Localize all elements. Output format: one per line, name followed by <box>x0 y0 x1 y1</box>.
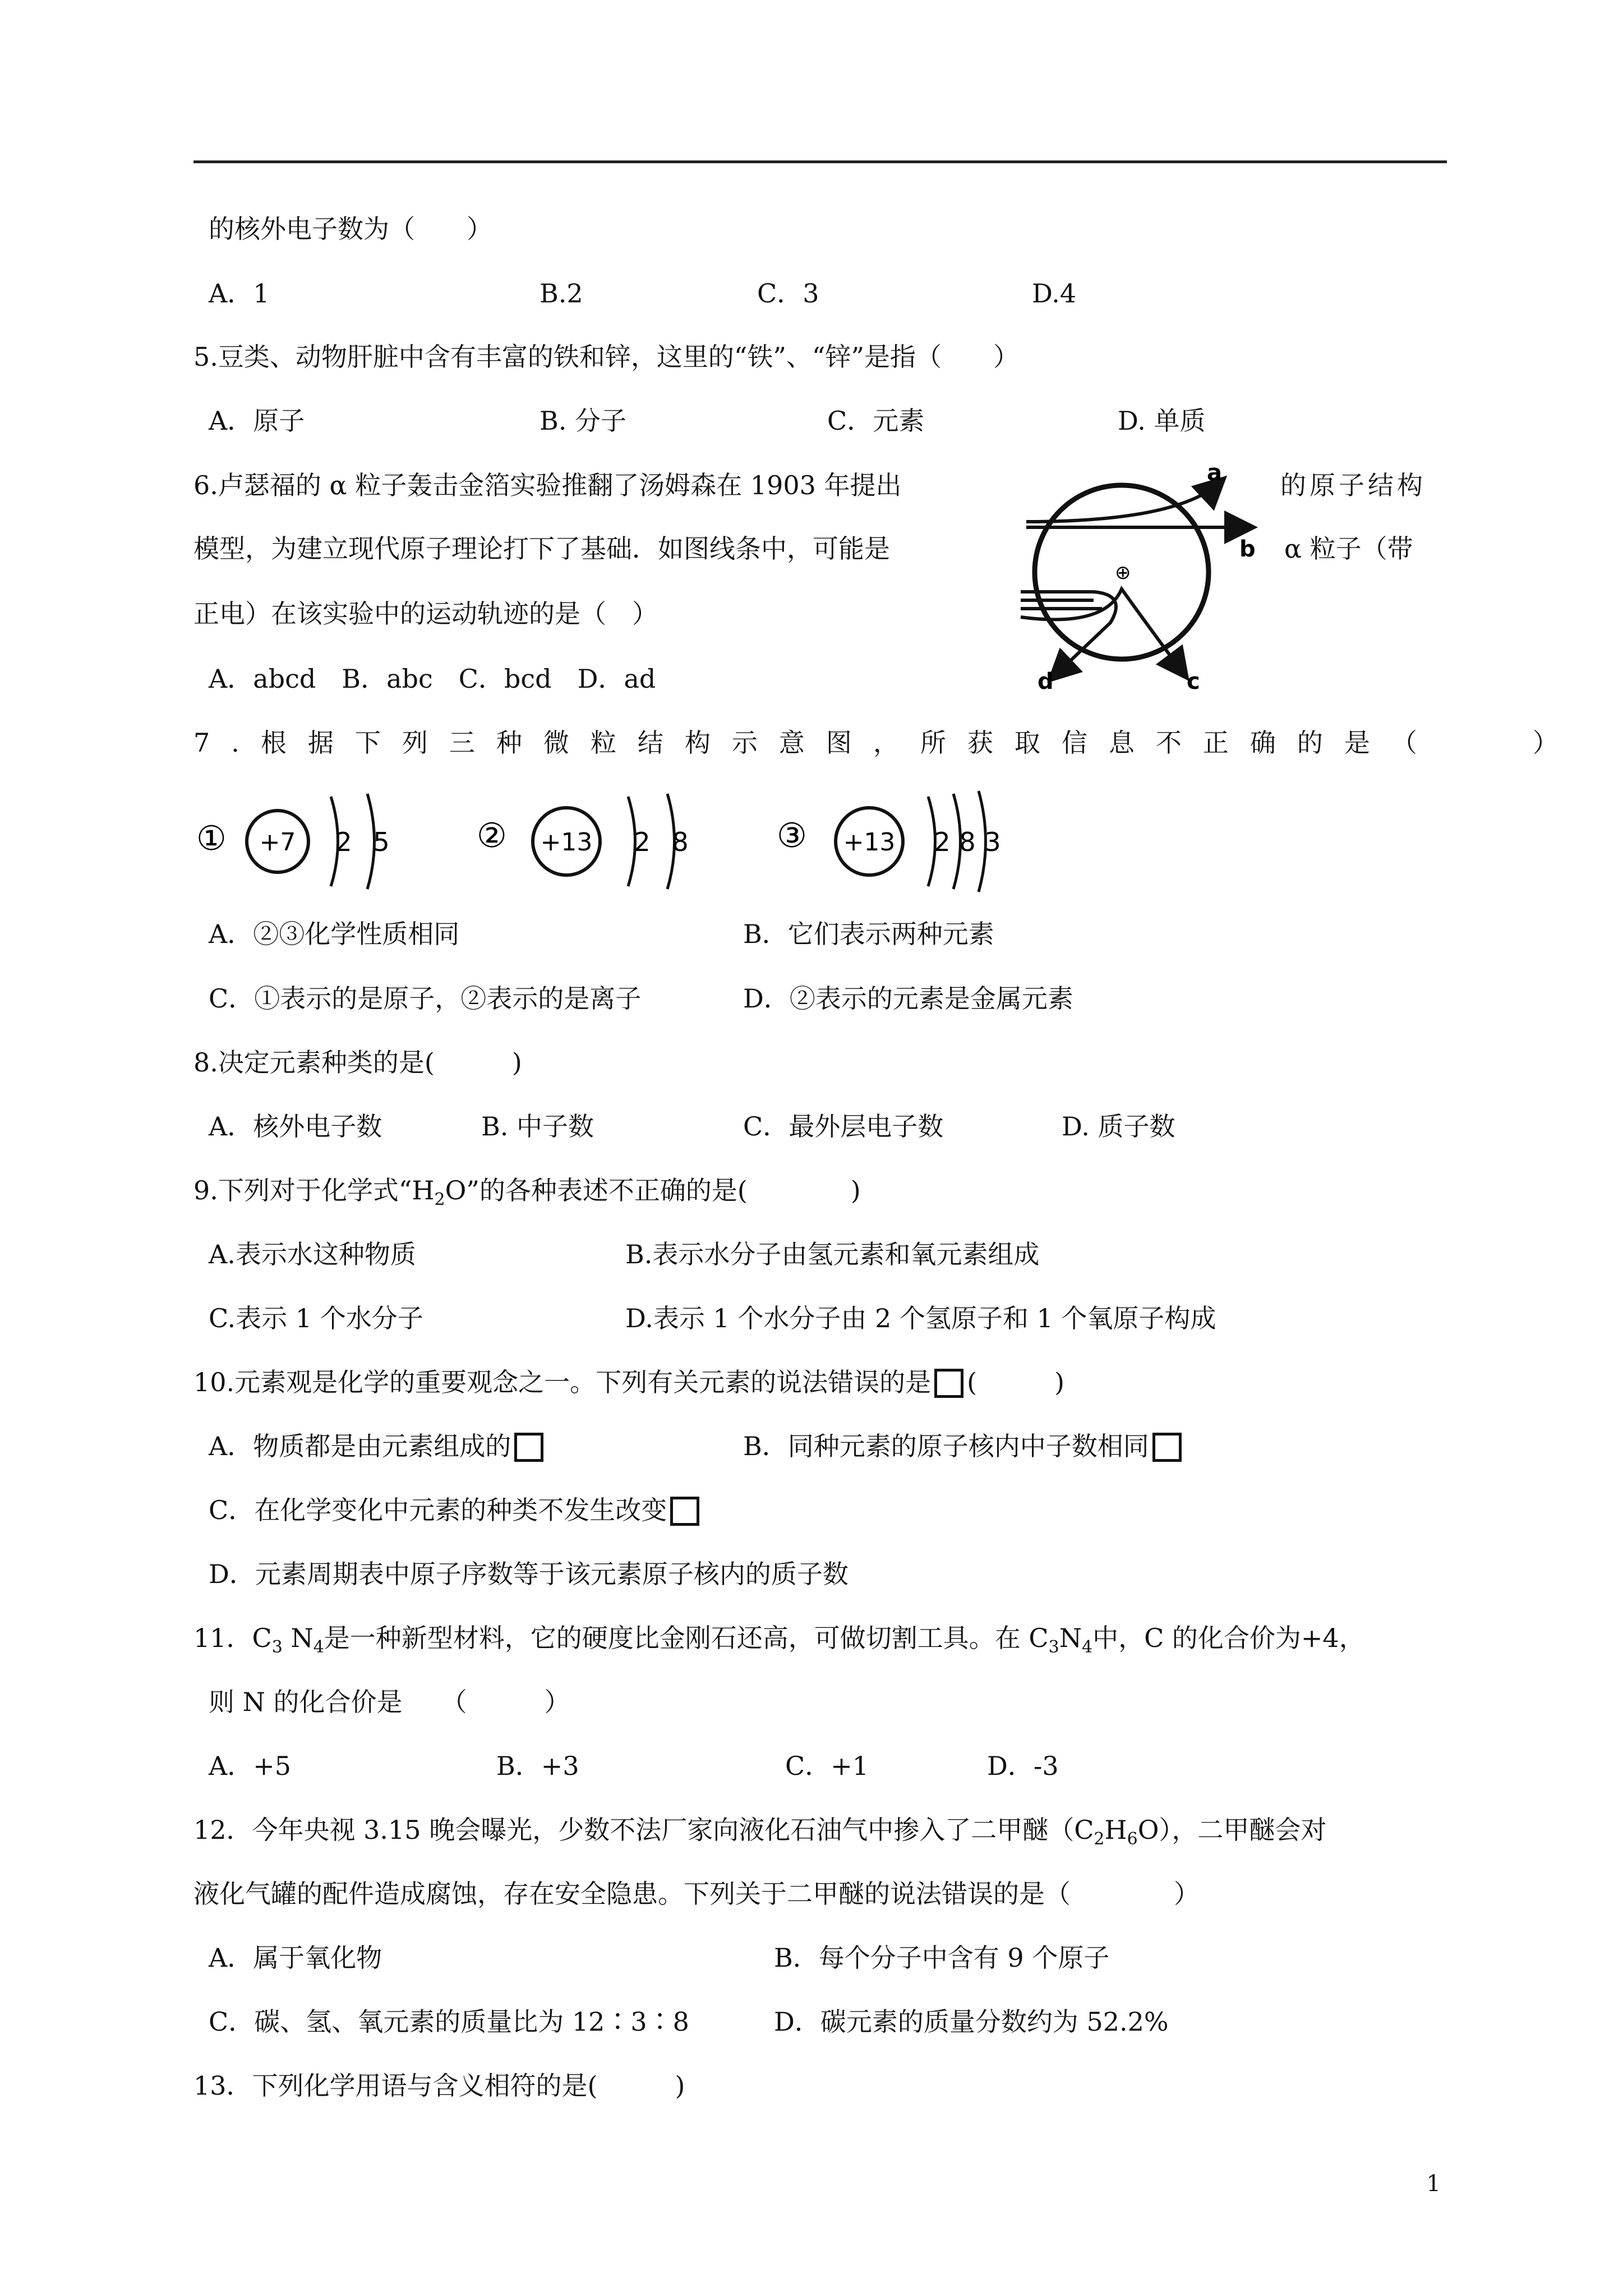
q11-l1-s1: 3 <box>271 1637 283 1657</box>
q8-option-b: B. 中子数 <box>481 1111 594 1142</box>
q9-option-c: C.表示 1 个水分子 <box>209 1303 423 1333</box>
q5-option-a: A．原子 <box>209 406 305 436</box>
q10-stem-a: 10.元素观是化学的重要观念之一。下列有关元素的说法错误的是 <box>193 1367 932 1397</box>
q12-l1-s2: 6 <box>1127 1829 1138 1849</box>
q10-blank-box <box>934 1369 963 1398</box>
q7-option-c: C．①表示的是原子，②表示的是离子 <box>209 983 642 1014</box>
diagram-1-shell-1: 2 <box>335 827 352 857</box>
q8-option-c: C．最外层电子数 <box>743 1111 944 1142</box>
q12-option-d: D．碳元素的质量分数约为 52.2% <box>774 2007 1169 2037</box>
q10-option-c-text: C．在化学变化中元素的种类不发生改变 <box>209 1495 667 1525</box>
q11-l1-d: N <box>1059 1623 1082 1653</box>
label-a: a <box>1207 460 1222 486</box>
diagram-1-num: ① <box>196 819 227 858</box>
diagram-2-shell-1: 2 <box>634 827 651 857</box>
diagram-3-shell-2: 8 <box>959 827 976 857</box>
q12-option-a: A．属于氧化物 <box>209 1943 382 1973</box>
nucleus-glyph: ⊕ <box>1115 562 1131 584</box>
q6-line2-a: 模型，为建立现代原子理论打下了基础．如图线条中，可能是 <box>193 533 890 564</box>
particle-diagrams <box>193 785 1035 898</box>
diagram-3-shell-3: 3 <box>984 827 1001 857</box>
q10-stem-b: ( ) <box>967 1367 1065 1397</box>
q12-l1-a: 12．今年央视 3.15 晚会曝光，少数不法厂家向液化石油气中掺入了二甲醚（C <box>193 1815 1094 1845</box>
q11-l1-s3: 3 <box>1048 1637 1059 1657</box>
q10-stem <box>193 1365 1064 1399</box>
q11-option-c: C．+1 <box>785 1751 869 1781</box>
q7-option-d: D．②表示的元素是金属元素 <box>743 983 1073 1014</box>
diagram-2-shell-2: 8 <box>672 827 689 857</box>
diagram-3-shell-1: 2 <box>934 827 951 857</box>
diagram-2 <box>477 794 689 889</box>
q9-stem-a: 9.下列对于化学式“H <box>193 1175 435 1205</box>
q9-stem <box>193 1174 861 1217</box>
q4-option-b: B.2 <box>540 278 583 309</box>
q7-option-b: B．它们表示两种元素 <box>743 919 994 949</box>
q11-option-b: B．+3 <box>496 1751 579 1781</box>
header-rule <box>193 160 1447 163</box>
q6-line3: 正电）在该实验中的运动轨迹的是（ ） <box>193 599 658 629</box>
q5-stem: 5.豆类、动物肝脏中含有丰富的铁和锌，这里的“铁”、“锌”是指（ ） <box>193 342 1019 372</box>
q11-option-a: A．+5 <box>209 1751 292 1781</box>
q10-option-b-box <box>1152 1433 1182 1462</box>
q9-stem-sub: 2 <box>434 1190 445 1209</box>
q9-option-d: D.表示 1 个水分子由 2 个氢原子和 1 个氧原子构成 <box>625 1303 1216 1333</box>
q8-option-a: A．核外电子数 <box>209 1111 382 1142</box>
q9-option-a: A.表示水这种物质 <box>209 1239 416 1269</box>
q11-l1-s2: 4 <box>313 1637 324 1657</box>
q10-option-c-box <box>670 1497 699 1526</box>
label-d: d <box>1038 669 1054 694</box>
diagram-1-shell-2: 5 <box>373 827 390 857</box>
q6-options: A．abcd B．abc C．bcd D．ad <box>209 664 656 694</box>
diagram-1-nucleus: +7 <box>259 828 296 857</box>
q6-line2-b: α 粒子（带 <box>1284 533 1413 564</box>
q10-option-c <box>209 1493 703 1527</box>
q5-option-c: C．元素 <box>827 406 925 436</box>
q5-option-d: D. 单质 <box>1118 406 1206 436</box>
page-number: 1 <box>1426 2171 1441 2197</box>
q6-line1-a: 6.卢瑟福的 α 粒子轰击金箔实验推翻了汤姆森在 1903 年提出 <box>193 470 902 500</box>
q10-option-b-text: B．同种元素的原子核内中子数相同 <box>743 1431 1149 1461</box>
q13-stem: 13．下列化学用语与含义相符的是( ) <box>193 2070 685 2101</box>
q11-option-d: D．-3 <box>987 1751 1059 1781</box>
q10-option-a <box>209 1429 547 1463</box>
q12-l1-s1: 2 <box>1094 1829 1105 1849</box>
q4-option-d: D.4 <box>1032 278 1077 309</box>
q7-stem: 7.根据下列三种微粒结构示意图，所获取信息不正确的是（ ） <box>193 728 1580 758</box>
q10-option-a-box <box>514 1433 543 1462</box>
q9-option-b: B.表示水分子由氢元素和氧元素组成 <box>625 1239 1040 1269</box>
q8-option-d: D. 质子数 <box>1062 1111 1175 1142</box>
q4-stem: 的核外电子数为（ ） <box>209 214 492 244</box>
q5-option-b: B. 分子 <box>540 406 627 436</box>
q12-option-b: B．每个分子中含有 9 个原子 <box>774 1943 1110 1973</box>
q8-stem: 8.决定元素种类的是( ) <box>193 1047 522 1078</box>
q12-l1-c: O），二甲醚会对 <box>1137 1815 1327 1845</box>
q11-l1-e: 中，C 的化合价为+4， <box>1092 1623 1365 1653</box>
q11-line2: 则 N 的化合价是 （ ） <box>209 1687 570 1717</box>
q11-l1-c: 是一种新型材料，它的硬度比金刚石还高，可做切割工具。在 C <box>324 1623 1049 1653</box>
q11-line1 <box>193 1621 1365 1664</box>
diagram-1 <box>196 794 390 889</box>
q12-l1-b: H <box>1104 1815 1127 1845</box>
q10-option-d: D．元素周期表中原子序数等于该元素原子核内的质子数 <box>209 1559 849 1589</box>
label-b: b <box>1239 536 1256 562</box>
q10-option-b <box>743 1429 1185 1463</box>
q10-option-a-text: A．物质都是由元素组成的 <box>209 1431 511 1461</box>
diagram-2-nucleus: +13 <box>540 828 593 857</box>
q6-line1-b: 的原子结构 <box>1280 470 1426 500</box>
q12-line1 <box>193 1813 1326 1856</box>
q7-option-a: A．②③化学性质相同 <box>209 919 460 949</box>
q11-l1-s4: 4 <box>1081 1637 1093 1657</box>
q11-l1-a: 11．C <box>193 1623 272 1653</box>
q11-l1-b: N <box>282 1623 313 1653</box>
q12-option-c: C．碳、氢、氧元素的质量比为 12∶3∶8 <box>209 2007 689 2037</box>
q4-option-c: C．3 <box>757 278 819 309</box>
q4-option-a: A．1 <box>209 278 270 309</box>
diagram-3-num: ③ <box>777 816 807 855</box>
diagram-3-nucleus: +13 <box>843 828 896 857</box>
q9-stem-b: O”的各种表述不正确的是( ) <box>445 1175 861 1205</box>
diagram-3 <box>777 791 1001 892</box>
alpha-scattering-figure <box>1009 460 1267 696</box>
q12-line2: 液化气罐的配件造成腐蚀，存在安全隐患。下列关于二甲醚的说法错误的是（ ） <box>193 1879 1200 1909</box>
label-c: c <box>1187 669 1200 694</box>
diagram-2-num: ② <box>477 816 507 855</box>
